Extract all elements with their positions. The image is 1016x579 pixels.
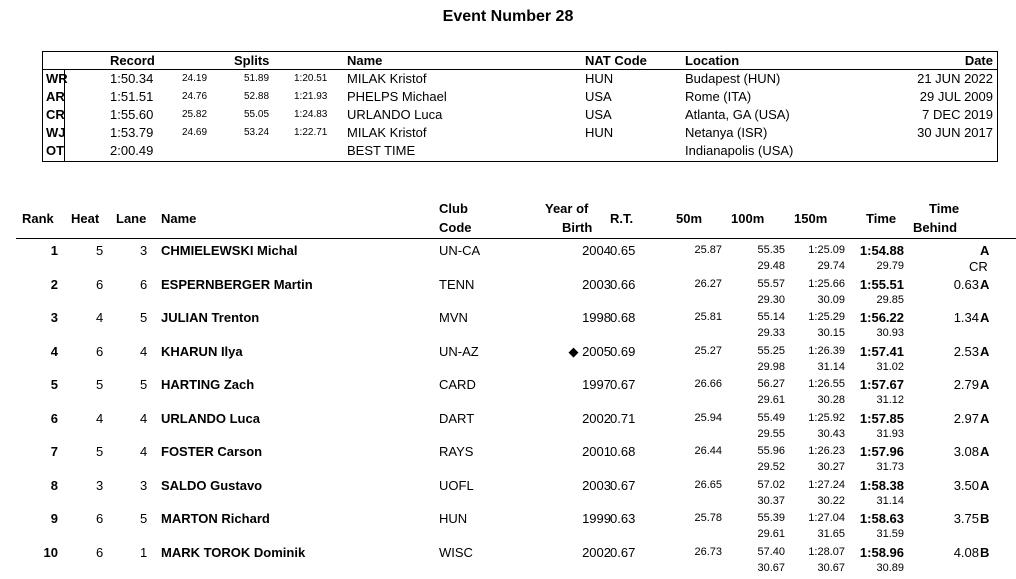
record-split-50: 24.69 bbox=[182, 127, 208, 138]
record-nat: USA bbox=[585, 89, 612, 104]
result-reaction-time: 0.66 bbox=[610, 276, 636, 292]
result-year-of-birth: 2001 bbox=[582, 444, 611, 459]
result-split-100m-lap: 29.52 bbox=[757, 461, 785, 473]
result-time-behind: 2.97 bbox=[953, 410, 979, 426]
result-time-lap: 31.14 bbox=[876, 494, 904, 507]
record-code: AR bbox=[46, 89, 65, 104]
header-time-behind-2: Behind bbox=[913, 220, 958, 235]
record-location: Rome (ITA) bbox=[685, 89, 752, 104]
record-location: Atlanta, GA (USA) bbox=[685, 107, 790, 122]
result-club: UOFL bbox=[439, 477, 474, 493]
result-reaction-time: 0.68 bbox=[610, 444, 636, 459]
record-name: BEST TIME bbox=[347, 143, 416, 158]
result-name: URLANDO Luca bbox=[161, 410, 260, 426]
result-time-lap: 31.93 bbox=[876, 427, 904, 440]
result-reaction-time: 0.68 bbox=[610, 310, 636, 325]
result-time: 1:58.38 bbox=[859, 477, 904, 493]
header-50m: 50m bbox=[676, 211, 703, 226]
result-split-50m: 25.81 bbox=[694, 311, 722, 323]
result-split-150m-lap: 30.67 bbox=[817, 561, 845, 574]
result-club: WISC bbox=[439, 544, 473, 560]
record-time: 1:50.34 bbox=[110, 71, 154, 86]
result-split-50m: 26.66 bbox=[694, 378, 722, 390]
result-lane: 5 bbox=[140, 310, 148, 325]
result-heat: 6 bbox=[96, 511, 104, 526]
result-lane: 5 bbox=[140, 377, 148, 392]
result-qualifier: A bbox=[980, 276, 990, 292]
result-time: 1:57.85 bbox=[859, 410, 904, 426]
result-row bbox=[16, 243, 1016, 277]
record-time: 1:53.79 bbox=[110, 125, 154, 140]
result-split-150m: 1:25.92 bbox=[808, 411, 845, 424]
result-split-100m: 55.96 bbox=[757, 445, 785, 457]
result-heat: 4 bbox=[96, 310, 104, 325]
result-split-100m-lap: 29.55 bbox=[757, 427, 785, 440]
record-split-50: 24.76 bbox=[182, 91, 208, 102]
result-time-behind: 3.08 bbox=[953, 444, 979, 459]
result-time-lap: 31.73 bbox=[876, 461, 904, 473]
record-nat: HUN bbox=[585, 71, 614, 86]
record-row bbox=[43, 71, 997, 89]
record-name: MILAK Kristof bbox=[347, 71, 427, 86]
result-split-50m: 25.27 bbox=[694, 344, 722, 357]
result-split-150m: 1:26.55 bbox=[808, 378, 845, 390]
result-split-50m: 25.78 bbox=[694, 512, 722, 524]
result-split-100m-lap: 29.61 bbox=[757, 394, 785, 406]
result-time: 1:57.67 bbox=[859, 377, 904, 392]
result-club: HUN bbox=[439, 511, 468, 526]
result-qualifier: A bbox=[980, 477, 990, 493]
result-split-100m: 55.49 bbox=[757, 411, 785, 424]
result-lane: 3 bbox=[140, 243, 148, 258]
result-club: DART bbox=[439, 410, 475, 426]
result-row bbox=[16, 545, 1016, 579]
result-time-lap: 30.93 bbox=[876, 327, 904, 339]
result-year-of-birth: 1999 bbox=[582, 511, 611, 526]
result-year-of-birth: 1998 bbox=[582, 310, 611, 325]
result-club: TENN bbox=[439, 276, 475, 292]
result-row bbox=[16, 511, 1016, 545]
result-rank: 1 bbox=[50, 243, 58, 258]
record-code: WR bbox=[46, 71, 68, 86]
result-rank: 6 bbox=[50, 410, 58, 426]
result-heat: 5 bbox=[96, 444, 104, 459]
record-name: MILAK Kristof bbox=[347, 125, 427, 140]
result-split-150m-lap: 30.15 bbox=[817, 327, 845, 339]
result-split-150m-lap: 31.65 bbox=[817, 528, 845, 540]
header-year-of: Year of bbox=[545, 201, 589, 216]
record-split-50: 25.82 bbox=[182, 109, 208, 120]
result-split-150m: 1:28.07 bbox=[808, 545, 845, 558]
header-birth: Birth bbox=[562, 220, 593, 235]
result-split-150m: 1:27.04 bbox=[808, 512, 845, 524]
result-split-150m: 1:25.29 bbox=[808, 311, 845, 323]
result-time: 1:58.63 bbox=[859, 511, 904, 526]
result-time-lap: 31.02 bbox=[876, 360, 904, 373]
result-lane: 5 bbox=[140, 511, 148, 526]
record-split-100: 51.89 bbox=[244, 73, 270, 84]
result-time-lap: 31.12 bbox=[876, 394, 904, 406]
record-time: 1:51.51 bbox=[110, 89, 154, 104]
result-split-150m-lap: 30.22 bbox=[817, 494, 845, 507]
record-location: Netanya (ISR) bbox=[685, 125, 768, 140]
result-rank: 9 bbox=[50, 511, 58, 526]
result-reaction-time: 0.67 bbox=[610, 377, 636, 392]
result-year-of-birth: 2002 bbox=[582, 410, 611, 426]
result-heat: 6 bbox=[96, 276, 104, 292]
record-row bbox=[43, 89, 997, 107]
result-name: FOSTER Carson bbox=[161, 444, 263, 459]
record-split-150: 1:22.71 bbox=[294, 127, 328, 138]
record-date: 21 JUN 2022 bbox=[917, 71, 993, 86]
result-row bbox=[16, 277, 1016, 311]
result-reaction-time: 0.65 bbox=[610, 243, 636, 258]
result-time-lap: 30.89 bbox=[876, 561, 904, 574]
result-rank: 7 bbox=[50, 444, 58, 459]
result-name: HARTING Zach bbox=[161, 377, 255, 392]
records-divider bbox=[43, 69, 997, 70]
result-heat: 5 bbox=[96, 377, 104, 392]
result-split-100m-lap: 30.67 bbox=[757, 561, 785, 574]
result-split-100m: 55.35 bbox=[757, 244, 785, 256]
result-row bbox=[16, 411, 1016, 445]
result-split-100m-lap: 30.37 bbox=[757, 494, 785, 507]
result-heat: 6 bbox=[96, 544, 104, 560]
record-location: Budapest (HUN) bbox=[685, 71, 781, 86]
records-table bbox=[42, 51, 998, 162]
record-code: OT bbox=[46, 143, 65, 158]
result-time: 1:58.96 bbox=[859, 544, 904, 560]
result-name: MARTON Richard bbox=[161, 511, 270, 526]
result-split-150m: 1:27.24 bbox=[808, 478, 845, 491]
result-split-100m-lap: 29.61 bbox=[757, 528, 785, 540]
result-qualifier: A bbox=[980, 377, 990, 392]
result-qualifier: A bbox=[980, 343, 990, 359]
record-split-100: 52.88 bbox=[244, 91, 270, 102]
record-split-150: 1:24.83 bbox=[294, 109, 328, 120]
result-rank: 5 bbox=[50, 377, 58, 392]
result-heat: 6 bbox=[96, 343, 104, 359]
record-name: URLANDO Luca bbox=[347, 107, 443, 122]
header-150m: 150m bbox=[794, 211, 828, 226]
records-header-location: Location bbox=[685, 53, 740, 68]
result-time-behind: 3.50 bbox=[953, 477, 979, 493]
header-rank: Rank bbox=[22, 211, 54, 226]
result-time-behind: 2.79 bbox=[953, 377, 979, 392]
result-club: RAYS bbox=[439, 444, 474, 459]
result-club: MVN bbox=[439, 310, 468, 325]
record-time: 2:00.49 bbox=[110, 143, 154, 158]
records-header-name: Name bbox=[347, 53, 383, 68]
result-split-100m: 55.39 bbox=[757, 512, 785, 524]
result-time-behind: 0.63 bbox=[953, 276, 979, 292]
result-time-behind: 4.08 bbox=[953, 544, 979, 560]
result-year-of-birth: 2003 bbox=[582, 276, 611, 292]
result-qualifier: B bbox=[980, 511, 990, 526]
record-split-50: 24.19 bbox=[182, 73, 208, 84]
result-name: MARK TOROK Dominik bbox=[161, 544, 306, 560]
result-name: KHARUN Ilya bbox=[161, 343, 243, 359]
result-split-100m: 57.02 bbox=[757, 478, 785, 491]
result-lane: 4 bbox=[140, 444, 148, 459]
result-split-50m: 25.87 bbox=[694, 244, 722, 256]
result-split-100m: 57.40 bbox=[757, 545, 785, 558]
result-split-100m-lap: 29.30 bbox=[757, 293, 785, 306]
header-time: Time bbox=[866, 211, 897, 226]
result-split-150m: 1:26.23 bbox=[808, 445, 845, 457]
record-date: 29 JUL 2009 bbox=[919, 89, 993, 104]
result-split-100m-lap: 29.48 bbox=[757, 260, 785, 272]
result-reaction-time: 0.63 bbox=[610, 511, 636, 526]
result-heat: 5 bbox=[96, 243, 104, 258]
result-time: 1:57.41 bbox=[859, 343, 904, 359]
record-row bbox=[43, 143, 997, 161]
result-lane: 6 bbox=[140, 276, 148, 292]
result-reaction-time: 0.69 bbox=[610, 343, 636, 359]
result-time-behind: 2.53 bbox=[953, 343, 979, 359]
record-split-100: 55.05 bbox=[244, 109, 270, 120]
result-name: SALDO Gustavo bbox=[161, 477, 263, 493]
record-date: 30 JUN 2017 bbox=[917, 125, 993, 140]
record-nat: USA bbox=[585, 107, 612, 122]
result-split-50m: 26.73 bbox=[694, 545, 722, 558]
result-split-100m: 55.57 bbox=[757, 277, 785, 290]
result-split-100m: 55.14 bbox=[757, 311, 785, 323]
records-header-record: Record bbox=[110, 53, 155, 68]
result-time-lap: 29.85 bbox=[876, 293, 904, 306]
record-date: 7 DEC 2019 bbox=[922, 107, 993, 122]
result-row bbox=[16, 478, 1016, 512]
record-row bbox=[43, 125, 997, 143]
header-lane: Lane bbox=[116, 211, 147, 226]
result-split-150m-lap: 30.28 bbox=[817, 394, 845, 406]
record-code: CR bbox=[46, 107, 65, 122]
result-rank: 10 bbox=[43, 544, 58, 560]
result-split-50m: 26.65 bbox=[694, 478, 722, 491]
result-club: CARD bbox=[439, 377, 476, 392]
page-title: Event Number 28 bbox=[442, 8, 574, 25]
header-club: Club bbox=[439, 201, 468, 216]
record-row bbox=[43, 107, 997, 125]
result-split-100m: 55.25 bbox=[757, 344, 785, 357]
result-club: UN-AZ bbox=[439, 343, 479, 359]
result-year-of-birth: 2002 bbox=[582, 544, 611, 560]
result-heat: 4 bbox=[96, 410, 104, 426]
result-split-150m-lap: 30.27 bbox=[817, 461, 845, 473]
result-year-of-birth: ◆ 2005 bbox=[568, 343, 611, 359]
result-qualifier: A bbox=[980, 243, 990, 258]
result-time: 1:54.88 bbox=[859, 243, 904, 258]
result-reaction-time: 0.67 bbox=[610, 544, 636, 560]
result-rank: 2 bbox=[50, 276, 58, 292]
results-header-divider bbox=[16, 238, 1016, 239]
result-qualifier: B bbox=[980, 544, 990, 560]
result-time: 1:56.22 bbox=[859, 310, 904, 325]
record-time: 1:55.60 bbox=[110, 107, 154, 122]
header-name: Name bbox=[161, 211, 197, 226]
result-time-lap: 31.59 bbox=[876, 528, 904, 540]
result-split-100m-lap: 29.98 bbox=[757, 360, 785, 373]
result-time-behind: 1.34 bbox=[953, 310, 979, 325]
result-time-lap: 29.79 bbox=[876, 260, 904, 272]
result-row bbox=[16, 377, 1016, 411]
result-lane: 4 bbox=[140, 410, 148, 426]
record-split-150: 1:21.93 bbox=[294, 91, 328, 102]
result-club: UN-CA bbox=[439, 243, 481, 258]
record-nat: HUN bbox=[585, 125, 614, 140]
result-split-150m: 1:25.66 bbox=[808, 277, 845, 290]
result-split-150m-lap: 30.43 bbox=[817, 427, 845, 440]
result-lane: 3 bbox=[140, 477, 148, 493]
result-name: JULIAN Trenton bbox=[161, 310, 260, 325]
result-year-of-birth: 1997 bbox=[582, 377, 611, 392]
record-location: Indianapolis (USA) bbox=[685, 143, 794, 158]
result-year-of-birth: 2004 bbox=[582, 243, 611, 258]
result-split-150m: 1:26.39 bbox=[808, 344, 845, 357]
result-rank: 8 bbox=[50, 477, 58, 493]
record-name: PHELPS Michael bbox=[347, 89, 447, 104]
result-time: 1:55.51 bbox=[859, 276, 904, 292]
result-row bbox=[16, 444, 1016, 478]
result-rank: 4 bbox=[50, 343, 58, 359]
result-split-150m-lap: 29.74 bbox=[817, 260, 845, 272]
result-row bbox=[16, 344, 1016, 378]
header-heat: Heat bbox=[71, 211, 100, 226]
result-split-100m: 56.27 bbox=[757, 378, 785, 390]
result-split-50m: 26.44 bbox=[694, 445, 722, 457]
result-record-flag: CR bbox=[969, 259, 988, 274]
result-split-50m: 25.94 bbox=[694, 411, 722, 424]
result-time: 1:57.96 bbox=[859, 444, 904, 459]
result-rank: 3 bbox=[50, 310, 58, 325]
header-club-code: Code bbox=[439, 220, 472, 235]
records-header-splits: Splits bbox=[234, 53, 270, 68]
result-qualifier: A bbox=[980, 410, 990, 426]
header-time-behind-1: Time bbox=[929, 201, 960, 216]
result-qualifier: A bbox=[980, 310, 990, 325]
record-split-100: 53.24 bbox=[244, 127, 270, 138]
records-header-date: Date bbox=[964, 53, 993, 68]
result-name: CHMIELEWSKI Michal bbox=[161, 243, 298, 258]
record-code: WJ bbox=[46, 125, 66, 140]
record-split-150: 1:20.51 bbox=[294, 73, 328, 84]
result-split-150m: 1:25.09 bbox=[808, 244, 845, 256]
result-reaction-time: 0.67 bbox=[610, 477, 636, 493]
result-split-100m-lap: 29.33 bbox=[757, 327, 785, 339]
result-reaction-time: 0.71 bbox=[610, 410, 636, 426]
result-split-50m: 26.27 bbox=[694, 277, 722, 290]
result-lane: 4 bbox=[140, 343, 148, 359]
result-lane: 1 bbox=[140, 544, 148, 560]
result-row bbox=[16, 310, 1016, 344]
header-rt: R.T. bbox=[610, 211, 634, 226]
records-header-nat: NAT Code bbox=[585, 53, 647, 68]
result-time-behind: 3.75 bbox=[953, 511, 979, 526]
result-year-of-birth: 2003 bbox=[582, 477, 611, 493]
result-heat: 3 bbox=[96, 477, 104, 493]
result-name: ESPERNBERGER Martin bbox=[161, 276, 313, 292]
result-qualifier: A bbox=[980, 444, 990, 459]
result-split-150m-lap: 31.14 bbox=[817, 360, 845, 373]
header-100m: 100m bbox=[731, 211, 765, 226]
result-split-150m-lap: 30.09 bbox=[817, 293, 845, 306]
